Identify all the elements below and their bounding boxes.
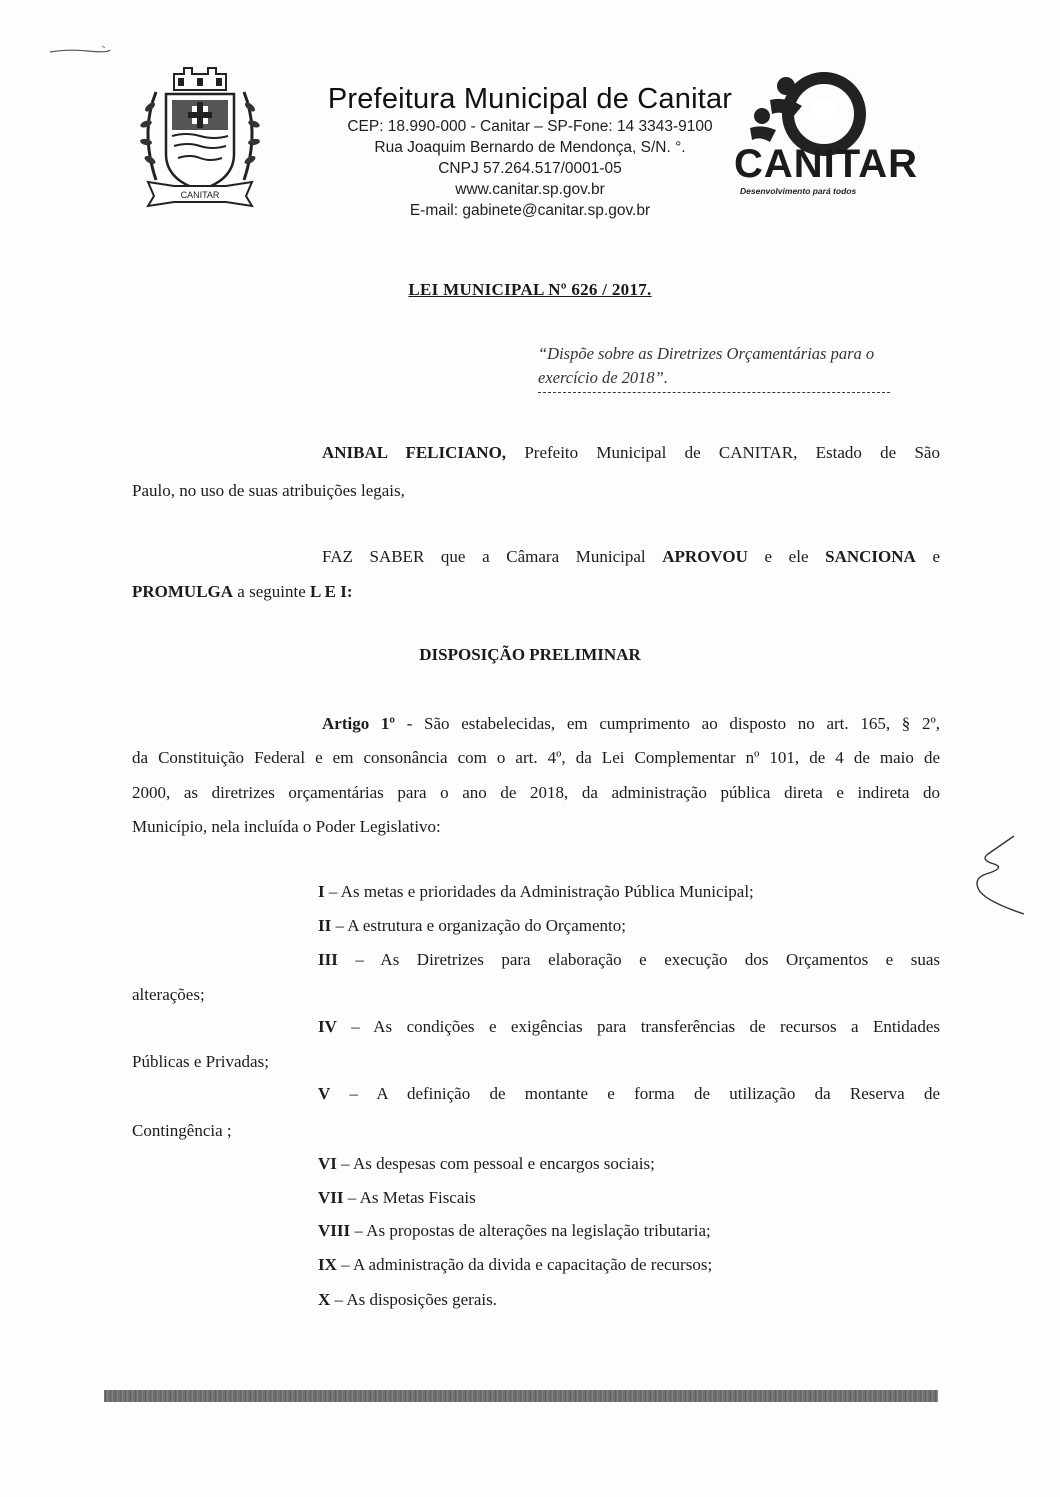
preamble-text-1: Prefeito Municipal de CANITAR, Estado de São bbox=[506, 443, 940, 462]
item-ix-num: IX bbox=[318, 1255, 337, 1274]
crest-banner-text: CANITAR bbox=[180, 190, 220, 200]
item-v bbox=[318, 1082, 940, 1106]
mayor-name: ANIBAL FELICIANO, bbox=[322, 443, 507, 462]
promulgation-promulga: PROMULGA bbox=[132, 582, 234, 601]
ementa-line-2: exercício de 2018”. bbox=[538, 368, 668, 387]
promulgation-text-3: e bbox=[915, 547, 941, 566]
item-viii-text: – As propostas de alterações na legislação tributaria; bbox=[350, 1221, 711, 1240]
article-1-label: Artigo 1º bbox=[322, 714, 396, 733]
article-1-line-1 bbox=[322, 712, 940, 736]
corner-pen-mark bbox=[48, 44, 112, 58]
header-address: Rua Joaquim Bernardo de Mendonça, S/N. °. bbox=[374, 139, 686, 156]
item-ix-text: – A administração da divida e capacitação de recursos; bbox=[336, 1255, 713, 1274]
item-iv-text: – As condições e exigências para transferências de recursos a Entidades bbox=[336, 1017, 940, 1036]
item-iv bbox=[318, 1015, 940, 1039]
item-i bbox=[318, 880, 754, 904]
canitar-logo-tagline: Desenvolvimento pará todos bbox=[740, 186, 857, 196]
promulgation-aprovou: APROVOU bbox=[662, 547, 748, 566]
item-v-text: – A definição de montante e forma de utilização da Reserva de bbox=[330, 1084, 940, 1103]
item-ix bbox=[318, 1253, 712, 1277]
item-v-cont: Contingência ; bbox=[132, 1121, 232, 1140]
item-vi bbox=[318, 1152, 655, 1176]
promulgation-line-1 bbox=[322, 545, 940, 569]
item-iv-cont: Públicas e Privadas; bbox=[132, 1052, 269, 1071]
header-cep-phone: CEP: 18.990-000 - Canitar – SP-Fone: 14 3343-9100 bbox=[347, 118, 713, 135]
promulgation-text-4: a seguinte bbox=[233, 582, 310, 601]
item-i-text: – As metas e prioridades da Administração Pública Municipal; bbox=[324, 882, 754, 901]
promulgation-line-2 bbox=[132, 580, 353, 604]
ementa-line-1: “Dispõe sobre as Diretrizes Orçamentárias para o bbox=[538, 344, 875, 363]
article-1-line-3: 2000, as diretrizes orçamentárias para o ano de 2018, da administração pública direta e indireta do bbox=[132, 783, 940, 802]
scan-border-bar bbox=[104, 1390, 938, 1402]
item-i-num: I bbox=[318, 882, 325, 901]
promulgation-sanciona: SANCIONA bbox=[825, 547, 916, 566]
item-viii bbox=[318, 1219, 711, 1243]
item-viii-num: VIII bbox=[318, 1221, 351, 1240]
item-x-text: – As disposições gerais. bbox=[330, 1290, 497, 1309]
item-vii-text: – As Metas Fiscais bbox=[343, 1188, 476, 1207]
item-ii-text: – A estrutura e organização do Orçamento; bbox=[331, 916, 626, 935]
header-website: www.canitar.sp.gov.br bbox=[455, 181, 605, 198]
item-vii-num: VII bbox=[318, 1188, 344, 1207]
coat-of-arms-icon bbox=[134, 62, 266, 212]
municipality-title: Prefeitura Municipal de Canitar bbox=[327, 83, 733, 115]
item-vi-text: – As despesas com pessoal e encargos sociais; bbox=[336, 1154, 655, 1173]
article-1-line-2: da Constituição Federal e em consonância com o art. 4º, da Lei Complementar nº 101, de 4 de maio de bbox=[132, 748, 940, 767]
promulgation-text-1: FAZ SABER que a Câmara Municipal bbox=[322, 547, 663, 566]
article-1-text-1: - São estabelecidas, em cumprimento ao disposto no art. 165, § 2º, bbox=[395, 714, 940, 733]
header-email: E-mail: gabinete@canitar.sp.gov.br bbox=[409, 202, 651, 219]
header-cnpj: CNPJ 57.264.517/0001-05 bbox=[438, 160, 622, 177]
item-iv-num: IV bbox=[318, 1017, 337, 1036]
promulgation-lei: L E I: bbox=[310, 582, 353, 601]
item-iii-num: III bbox=[318, 950, 338, 969]
item-ii-num: II bbox=[318, 916, 332, 935]
preamble-line-1 bbox=[322, 441, 940, 465]
item-x bbox=[318, 1288, 497, 1312]
article-1-line-4: Município, nela incluída o Poder Legislativo: bbox=[132, 817, 441, 836]
item-v-num: V bbox=[318, 1084, 331, 1103]
letterhead bbox=[300, 82, 760, 221]
section-title: DISPOSIÇÃO PRELIMINAR bbox=[419, 645, 641, 664]
item-ii bbox=[318, 914, 626, 938]
promulgation-text-2: e ele bbox=[747, 547, 826, 566]
margin-initial-signature bbox=[966, 830, 1026, 920]
item-iii-cont: alterações; bbox=[132, 985, 205, 1004]
item-x-num: X bbox=[318, 1290, 331, 1309]
item-vii bbox=[318, 1186, 476, 1210]
item-iii-text: – As Diretrizes para elaboração e execução dos Orçamentos e suas bbox=[337, 950, 940, 969]
law-ementa bbox=[538, 342, 958, 390]
law-title: LEI MUNICIPAL Nº 626 / 2017. bbox=[408, 280, 652, 299]
item-iii bbox=[318, 948, 940, 972]
canitar-logo-word: CANITAR bbox=[734, 142, 919, 186]
ementa-divider bbox=[538, 392, 890, 393]
preamble-line-2: Paulo, no uso de suas atribuições legais, bbox=[132, 481, 405, 500]
item-vi-num: VI bbox=[318, 1154, 337, 1173]
